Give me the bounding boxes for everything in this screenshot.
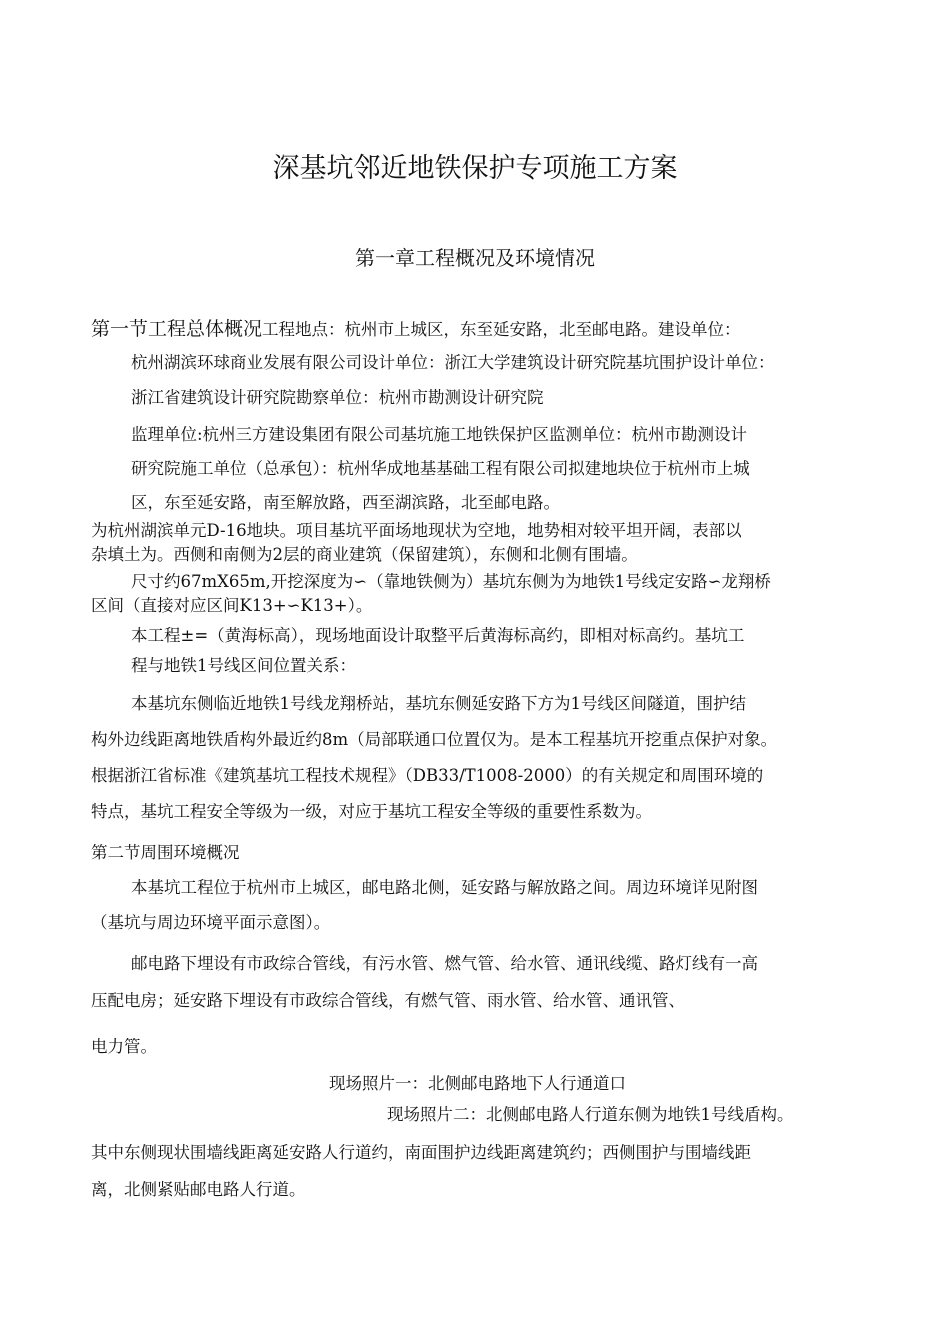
section-heading-2: 第二节周围环境概况 [91,843,240,862]
paragraph-line-2: 杭州湖滨环球商业发展有限公司设计单位：浙江大学建筑设计研究院基坑围护设计单位： [131,353,775,372]
paragraph-line-7: 为杭州湖滨单元D-16地块。项目基坑平面场地现状为空地，地势相对较平坦开阔，表部以 [91,521,742,540]
paragraph-line-9: 尺寸约67mX65m,开挖深度为∽（靠地铁侧为）基坑东侧为为地铁1号线定安路∽龙翔桥 [131,572,771,591]
paragraph-line-17: 本基坑工程位于杭州市上城区，邮电路北侧，延安路与解放路之间。周边环境详见附图 [131,878,758,897]
paragraph-line-21: 电力管。 [91,1037,157,1056]
paragraph-line-20: 压配电房；延安路下埋设有市政综合管线，有燃气管、雨水管、给水管、通讯管、 [91,991,685,1010]
paragraph-line-1 [91,318,741,341]
paragraph-line-4: 监理单位:杭州三方建设集团有限公司基坑施工地铁保护区监测单位：杭州市勘测设计 [131,425,748,444]
paragraph-line-10: 区间（直接对应区间K13+∽K13+）。 [91,596,373,615]
photo-caption-2: 现场照片二：北侧邮电路人行道东侧为地铁1号线盾构。 [387,1105,794,1124]
paragraph-line-12: 程与地铁1号线区间位置关系： [131,656,356,675]
paragraph-line-23: 离，北侧紧贴邮电路人行道。 [91,1180,306,1199]
paragraph-line-11: 本工程±=（黄海标高），现场地面设计取整平后黄海标高约，即相对标高约。基坑工 [131,626,745,645]
paragraph-line-15: 根据浙江省标准《建筑基坑工程技术规程》（DB33/T1008-2000）的有关规定和周围环境的 [91,766,764,785]
document-title: 深基坑邻近地铁保护专项施工方案 [272,153,678,184]
line-text-1: 工程地点：杭州市上城区，东至延安路，北至邮电路。建设单位： [262,320,741,339]
paragraph-line-5: 研究院施工单位（总承包）：杭州华成地基基础工程有限公司拟建地块位于杭州市上城 [131,459,750,478]
chapter-heading: 第一章工程概况及环境情况 [355,246,595,270]
paragraph-line-8: 杂填土为。西侧和南侧为2层的商业建筑（保留建筑），东侧和北侧有围墙。 [91,545,638,564]
paragraph-line-16: 特点，基坑工程安全等级为一级，对应于基坑工程安全等级的重要性系数为。 [91,802,652,821]
paragraph-line-3: 浙江省建筑设计研究院勘察单位：杭州市勘测设计研究院 [131,388,544,407]
photo-caption-1: 现场照片一：北侧邮电路地下人行通道口 [329,1074,626,1093]
section-heading-1: 第一节工程总体概况 [91,318,263,340]
paragraph-line-19: 邮电路下埋设有市政综合管线，有污水管、燃气管、给水管、通讯线缆、路灯线有一高 [131,954,758,973]
paragraph-line-14: 构外边线距离地铁盾构外最近约8m（局部联通口位置仅为。是本工程基坑开挖重点保护对象。 [91,730,778,749]
paragraph-line-22: 其中东侧现状围墙线距离延安路人行道约，南面围护边线距离建筑约；西侧围护与围墙线距 [91,1143,751,1162]
paragraph-line-18: （基坑与周边环境平面示意图）。 [91,913,331,932]
paragraph-line-6: 区，东至延安路，南至解放路，西至湖滨路，北至邮电路。 [131,493,560,512]
paragraph-line-13: 本基坑东侧临近地铁1号线龙翔桥站，基坑东侧延安路下方为1号线区间隧道，围护结 [131,694,746,713]
